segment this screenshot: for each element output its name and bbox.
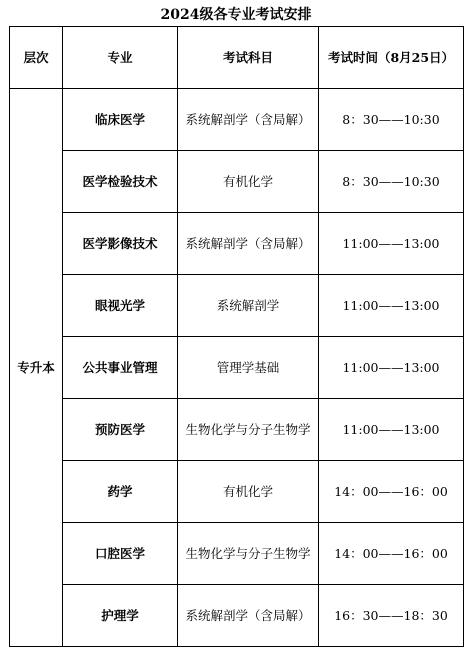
subject-cell: 系统解剖学（含局解）: [178, 89, 319, 151]
page-title: 2024级各专业考试安排: [160, 7, 312, 23]
table-row: [10, 89, 464, 151]
time-cell: 11:00——13:00: [319, 337, 464, 399]
table-header-row: [10, 27, 464, 89]
time-cell: 8：30——10:30: [319, 89, 464, 151]
table-row: [10, 585, 464, 647]
subject-cell: 有机化学: [178, 461, 319, 523]
subject-cell: 管理学基础: [178, 337, 319, 399]
subject-cell: 生物化学与分子生物学: [178, 399, 319, 461]
time-cell: 11:00——13:00: [319, 399, 464, 461]
subject-cell: 生物化学与分子生物学: [178, 523, 319, 585]
major-cell: 口腔医学: [63, 523, 178, 585]
major-cell: 临床医学: [63, 89, 178, 151]
subject-cell: 系统解剖学（含局解）: [178, 213, 319, 275]
time-cell: 8：30——10:30: [319, 151, 464, 213]
subject-cell: 有机化学: [178, 151, 319, 213]
exam-schedule-table: [9, 26, 464, 647]
time-cell: 11:00——13:00: [319, 213, 464, 275]
time-cell: 14：00——16：00: [319, 523, 464, 585]
major-cell: 公共事业管理: [63, 337, 178, 399]
header-subject: 考试科目: [178, 27, 319, 89]
table-row: [10, 275, 464, 337]
major-cell: 预防医学: [63, 399, 178, 461]
major-cell: 医学影像技术: [63, 213, 178, 275]
table-row: [10, 523, 464, 585]
header-major: 专业: [63, 27, 178, 89]
major-cell: 眼视光学: [63, 275, 178, 337]
time-cell: 16：30——18：30: [319, 585, 464, 647]
major-cell: 护理学: [63, 585, 178, 647]
subject-cell: 系统解剖学（含局解）: [178, 585, 319, 647]
table-row: [10, 399, 464, 461]
header-time: 考试时间（8月25日）: [319, 27, 464, 89]
table-row: [10, 461, 464, 523]
header-level: 层次: [10, 27, 63, 89]
table-row: [10, 151, 464, 213]
time-cell: 11:00——13:00: [319, 275, 464, 337]
major-cell: 医学检验技术: [63, 151, 178, 213]
table-row: [10, 337, 464, 399]
level-cell: 专升本: [10, 89, 63, 647]
major-cell: 药学: [63, 461, 178, 523]
table-row: [10, 213, 464, 275]
subject-cell: 系统解剖学: [178, 275, 319, 337]
time-cell: 14：00——16：00: [319, 461, 464, 523]
